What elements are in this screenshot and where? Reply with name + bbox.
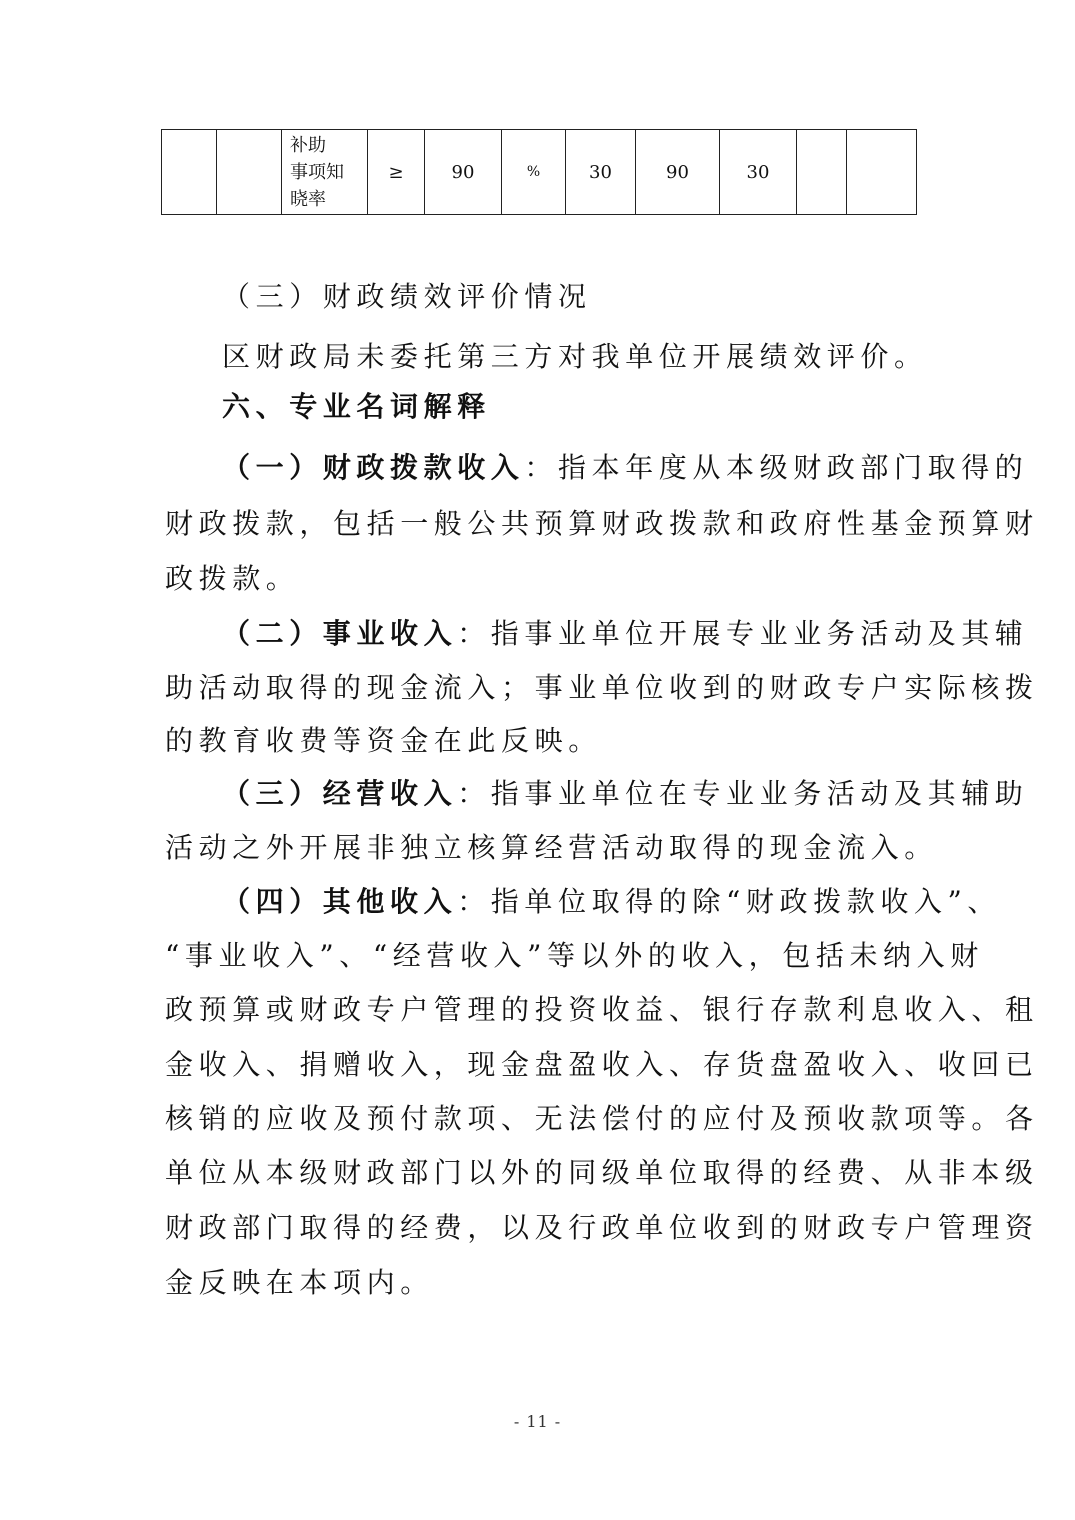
table-cell-empty <box>797 130 847 215</box>
operator-cell: ≥ <box>368 130 425 215</box>
weight-cell: 30 <box>566 130 636 215</box>
glossary-paragraph-line <box>222 884 1001 920</box>
glossary-term: （三）经营收入 <box>222 777 458 810</box>
glossary-paragraph-line <box>222 616 1028 652</box>
glossary-paragraph-line: 政预算或财政专户管理的投资收益、银行存款利息收入、租 <box>165 993 1039 1026</box>
indicator-name-cell <box>282 130 368 215</box>
glossary-paragraph-line <box>222 776 1028 812</box>
indicator-name-line: 晓率 <box>290 188 326 210</box>
table-cell-empty <box>217 130 282 215</box>
table-cell-empty <box>162 130 217 215</box>
table-cell-empty <box>847 130 917 215</box>
glossary-paragraph-line: 政拨款。 <box>165 562 300 595</box>
performance-evaluation-text: 区财政局未委托第三方对我单位开展绩效评价。 <box>222 340 928 373</box>
indicator-name-line: 事项知 <box>290 161 344 183</box>
page-number: - 11 - <box>513 1412 562 1431</box>
section-heading-performance-evaluation: （三）财政绩效评价情况 <box>222 280 592 313</box>
glossary-paragraph-line: 金反映在本项内。 <box>165 1266 434 1299</box>
section-heading-glossary: 六、专业名词解释 <box>222 390 491 423</box>
glossary-definition: ：指事业单位开展专业业务活动及其辅 <box>457 617 1029 650</box>
performance-indicator-table <box>161 129 917 215</box>
glossary-paragraph-line: “事业收入”、“经营收入”等以外的收入，包括未纳入财 <box>165 939 984 972</box>
glossary-term: （一）财政拨款收入 <box>222 451 525 484</box>
score-cell: 30 <box>720 130 797 215</box>
glossary-paragraph-line <box>222 450 1028 486</box>
glossary-term: （二）事业收入 <box>222 617 458 650</box>
glossary-paragraph-line: 核销的应收及预付款项、无法偿付的应付及预收款项等。各 <box>165 1102 1039 1135</box>
unit-cell: % <box>502 130 566 215</box>
glossary-definition: ：指单位取得的除“财政拨款收入”、 <box>457 885 1002 918</box>
glossary-paragraph-line: 金收入、捐赠收入，现金盘盈收入、存货盘盈收入、收回已 <box>165 1048 1039 1081</box>
glossary-term: （四）其他收入 <box>222 885 458 918</box>
glossary-paragraph-line: 财政部门取得的经费，以及行政单位收到的财政专户管理资 <box>165 1211 1039 1244</box>
glossary-paragraph-line: 单位从本级财政部门以外的同级单位取得的经费、从非本级 <box>165 1156 1039 1189</box>
glossary-paragraph-line: 助活动取得的现金流入；事业单位收到的财政专户实际核拨 <box>165 671 1039 704</box>
actual-value-cell: 90 <box>636 130 720 215</box>
target-value-cell: 90 <box>425 130 502 215</box>
glossary-paragraph-line: 财政拨款，包括一般公共预算财政拨款和政府性基金预算财 <box>165 507 1039 540</box>
glossary-paragraph-line: 活动之外开展非独立核算经营活动取得的现金流入。 <box>165 831 938 864</box>
glossary-paragraph-line: 的教育收费等资金在此反映。 <box>165 724 602 757</box>
glossary-definition: ：指事业单位在专业业务活动及其辅助 <box>457 777 1029 810</box>
table-row <box>162 130 917 215</box>
glossary-definition: ：指本年度从本级财政部门取得的 <box>524 451 1029 484</box>
indicator-name-line: 补助 <box>290 134 326 156</box>
